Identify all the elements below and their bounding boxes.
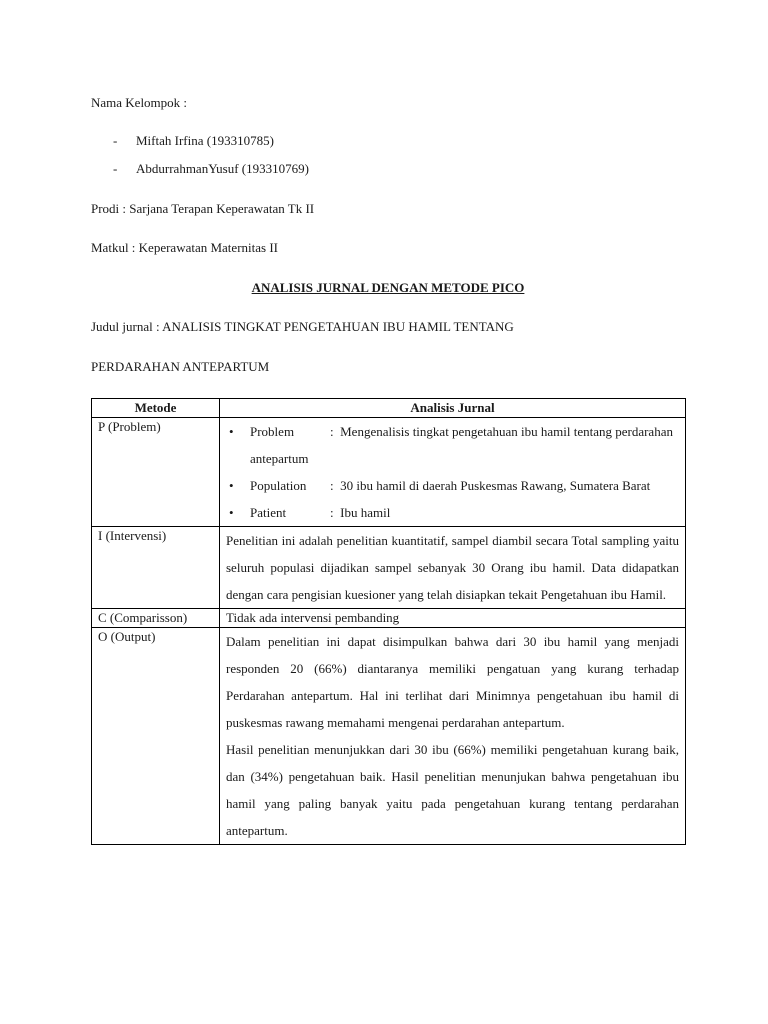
- pico-table: [91, 398, 686, 845]
- table-row-problem: [92, 418, 686, 527]
- prodi-line: Prodi : Sarjana Terapan Keperawatan Tk II: [91, 201, 315, 216]
- item-key: Population: [250, 478, 307, 493]
- list-item: [226, 472, 679, 499]
- item-value: 30 ibu hamil di daerah Puskesmas Rawang, Sumatera Barat: [340, 478, 651, 493]
- bullet-icon: •: [229, 478, 234, 493]
- intervensi-text: Penelitian ini adalah penelitian kuantitatif, sampel diambil secara Total sampling yaitu seluruh populasi dijadikan sampel sebanyak 30 Orang ibu hamil. Data didapatkan dengan cara pengisian kuesioner yang telah disiapkan tekait Pengetahuan ibu Hamil.: [226, 533, 679, 602]
- member-name: Miftah Irfina (193310785): [136, 133, 274, 148]
- item-key: Patient: [250, 505, 287, 520]
- member-bullet: -: [113, 133, 118, 148]
- item-sep: :: [330, 424, 334, 439]
- header-metode: Metode: [92, 399, 220, 418]
- table-row-comparison: [92, 609, 686, 628]
- item-key: Problem: [250, 424, 295, 439]
- row-label-problem: P (Problem): [92, 418, 220, 527]
- bullet-icon: •: [229, 424, 234, 439]
- item-sep: :: [330, 478, 334, 493]
- journal-title-line1: Judul jurnal : ANALISIS TINGKAT PENGETAHUAN IBU HAMIL TENTANG: [91, 319, 514, 334]
- table-row-intervensi: [92, 527, 686, 609]
- output-paragraph-2: Hasil penelitian menunjukkan dari 30 ibu (66%) memiliki pengetahuan kurang baik, dan (34%) pengetahuan baik. Hasil penelitian menunjukan bahwa pengetahuan ibu hamil yang paling banyak yaitu pada pengetahuan kurang tentang perdarahan antepartum.: [226, 742, 679, 838]
- row-label-comparison: C (Comparisson): [92, 609, 220, 628]
- journal-title-line2: PERDARAHAN ANTEPARTUM: [91, 359, 270, 374]
- row-label-intervensi: I (Intervensi): [92, 527, 220, 609]
- bullet-icon: •: [229, 505, 234, 520]
- list-item: [226, 418, 679, 472]
- item-value: Ibu hamil: [340, 505, 391, 520]
- item-value: Mengenalisis tingkat pengetahuan ibu hamil tentang perdarahan antepartum: [250, 424, 673, 466]
- list-item: [226, 499, 679, 526]
- problem-list: [226, 418, 679, 526]
- row-label-output: O (Output): [92, 628, 220, 845]
- item-sep: :: [330, 505, 334, 520]
- problem-cell: [220, 418, 686, 527]
- table-header-row: [92, 399, 686, 418]
- document-title: ANALISIS JURNAL DENGAN METODE PICO: [251, 280, 525, 295]
- output-paragraph-1: Dalam penelitian ini dapat disimpulkan bahwa dari 30 ibu hamil yang menjadi responden 20 (66%) diantaranya memiliki pengatuan yang kurang terhadap Perdarahan antepartum. Hal ini terlihat dari Minimnya pengetahuan ibu hamil di puskesmas rawang memahami mengenai perdarahan antepartum.: [226, 634, 679, 730]
- group-label: Nama Kelompok :: [91, 95, 188, 110]
- member-name: AbdurrahmanYusuf (193310769): [136, 161, 309, 176]
- member-bullet: -: [113, 161, 118, 176]
- matkul-line: Matkul : Keperawatan Maternitas II: [91, 240, 278, 255]
- comparison-text: Tidak ada intervensi pembanding: [220, 609, 686, 628]
- table-row-output: [92, 628, 686, 845]
- output-cell: [220, 628, 686, 845]
- intervensi-cell: [220, 527, 686, 609]
- header-analisis: Analisis Jurnal: [220, 399, 686, 418]
